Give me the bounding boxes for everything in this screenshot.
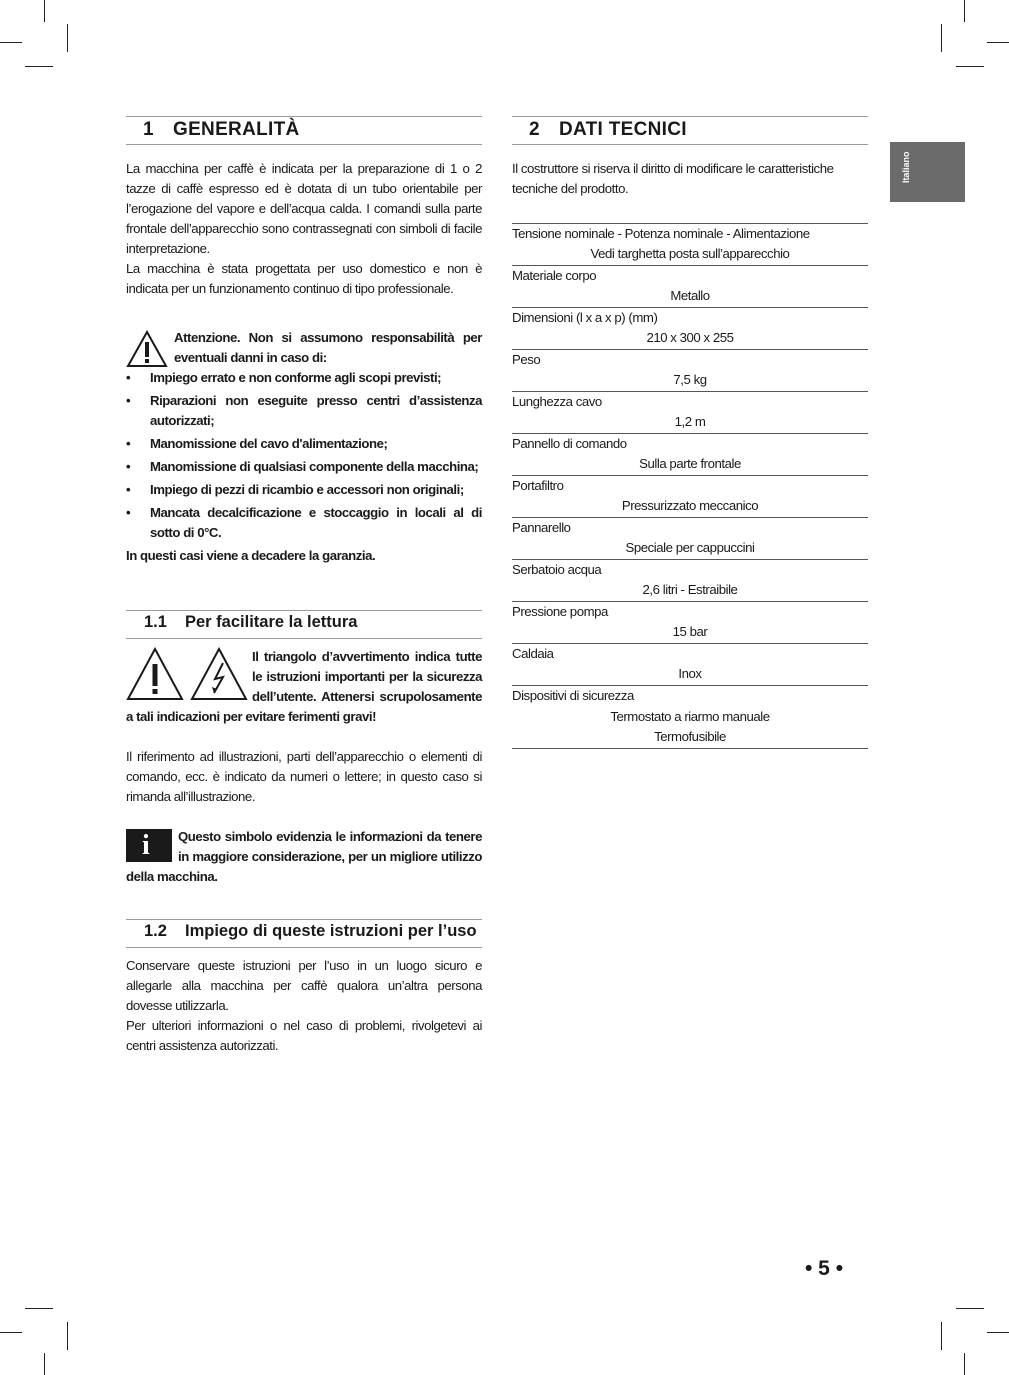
left-column bbox=[126, 116, 482, 1056]
list-item: • Mancata decalcificazione e stoccaggio in locali al di sotto di 0°C. bbox=[126, 503, 482, 543]
triangle-note-text: Il triangolo d’avvertimento indica tutte le istruzioni importanti per la sicurezza dell’utente. Attenersi scrupolosamente a tali indicazioni per evitare ferimenti gravi! bbox=[126, 649, 482, 724]
warning-triangle-icon bbox=[126, 330, 168, 368]
table-row bbox=[512, 349, 868, 391]
list-item: • Riparazioni non eseguite presso centri d’assistenza autorizzati; bbox=[126, 391, 482, 431]
list-item: • Manomissione del cavo d'alimentazione; bbox=[126, 434, 482, 454]
triangle-note bbox=[126, 647, 482, 727]
info-note bbox=[126, 827, 482, 887]
table-row bbox=[512, 643, 868, 685]
table-row bbox=[512, 307, 868, 349]
spec-value: Termostato a riarmo manuale bbox=[610, 709, 770, 724]
spec-label: Dispositivi di sicurezza bbox=[512, 688, 634, 703]
section-number: 1.1 bbox=[144, 613, 167, 631]
section-1-heading bbox=[126, 116, 482, 145]
table-row bbox=[512, 391, 868, 433]
spec-value: 210 x 300 x 255 bbox=[646, 330, 734, 345]
section-title: DATI TECNICI bbox=[559, 119, 687, 140]
table-row bbox=[512, 433, 868, 475]
spec-label: Pannello di comando bbox=[512, 436, 627, 451]
section-number: 1 bbox=[143, 119, 154, 140]
page-number: • 5 • bbox=[805, 1257, 844, 1280]
language-label: Italiano bbox=[901, 151, 911, 183]
section-title: Per facilitare la lettura bbox=[185, 613, 358, 631]
table-row bbox=[512, 685, 868, 749]
right-column bbox=[512, 116, 868, 749]
spec-label: Pannarello bbox=[512, 520, 571, 535]
spec-label: Pressione pompa bbox=[512, 604, 608, 619]
electric-hazard-icon bbox=[190, 647, 248, 701]
section-title: GENERALITÀ bbox=[173, 119, 300, 140]
spec-label: Portafiltro bbox=[512, 478, 564, 493]
list-item: • Manomissione di qualsiasi componente della macchina; bbox=[126, 457, 482, 477]
section-title: Impiego di queste istruzioni per l’uso bbox=[185, 922, 477, 940]
warning-footer: In questi casi viene a decadere la garanzia. bbox=[126, 548, 376, 563]
list-item: • Impiego di pezzi di ricambio e accessori non originali; bbox=[126, 480, 482, 500]
spec-label: Serbatoio acqua bbox=[512, 562, 602, 577]
spec-value: 1,2 m bbox=[674, 414, 706, 429]
info-note-text: Questo simbolo evidenzia le informazioni da tenere in maggiore considerazione, per un migliore utilizzo della macchina. bbox=[126, 829, 482, 884]
spec-label: Lunghezza cavo bbox=[512, 394, 602, 409]
usage-paragraph: Conservare queste istruzioni per l’uso in un luogo sicuro e allegarle alla macchina per caffè qualora un’altra persona dovesse utilizzarla. bbox=[126, 958, 482, 1013]
warning-block bbox=[126, 328, 482, 566]
table-row bbox=[512, 601, 868, 643]
specs-intro: Il costruttore si riserva il diritto di modificare le caratteristiche tecniche del prodotto. bbox=[512, 161, 834, 196]
spec-value: Metallo bbox=[670, 288, 710, 303]
spec-label: Caldaia bbox=[512, 646, 554, 661]
section-number: 1.2 bbox=[144, 922, 167, 940]
table-row bbox=[512, 223, 868, 265]
table-row bbox=[512, 265, 868, 307]
spec-value: Sulla parte frontale bbox=[639, 456, 741, 471]
reference-paragraph: Il riferimento ad illustrazioni, parti dell’apparecchio o elementi di comando, ecc. è indicato da numeri o lettere; in questo caso si rimanda all’illustrazione. bbox=[126, 749, 482, 804]
table-row bbox=[512, 517, 868, 559]
spec-value: 7,5 kg bbox=[673, 372, 707, 387]
intro-paragraph: La macchina per caffè è indicata per la preparazione di 1 o 2 tazze di caffè espresso ed è dotata di un tubo orientabile per l’erogazione del vapore e dell’acqua calda. I comandi sulla parte frontale dell’apparecchio sono contrassegnati con simboli di facile interpretazione. bbox=[126, 161, 482, 256]
warning-title: Attenzione. Non si assumono responsabilità per eventuali danni in caso di: bbox=[174, 330, 482, 365]
spec-value: Termofusibile bbox=[654, 729, 726, 744]
spec-value: Vedi targhetta posta sull’apparecchio bbox=[590, 246, 790, 261]
intro-paragraph-2: La macchina è stata progettata per uso domestico e non è indicata per un funzionamento continuo di tipo professionale. bbox=[126, 261, 482, 296]
specs-table bbox=[512, 223, 868, 749]
spec-value: Speciale per cappuccini bbox=[625, 540, 755, 555]
spec-label: Tensione nominale - Potenza nominale - Alimentazione bbox=[512, 226, 810, 241]
list-item: • Impiego errato e non conforme agli scopi previsti; bbox=[126, 368, 482, 388]
usage-paragraph-2: Per ulteriori informazioni o nel caso di problemi, rivolgetevi ai centri assistenza autorizzati. bbox=[126, 1018, 482, 1053]
table-row bbox=[512, 559, 868, 601]
section-1-2-heading bbox=[126, 919, 482, 948]
table-row bbox=[512, 475, 868, 517]
section-1-1-heading bbox=[126, 610, 482, 639]
spec-value: 2,6 litri - Estraibile bbox=[642, 582, 738, 597]
spec-label: Materiale corpo bbox=[512, 268, 597, 283]
spec-value: Pressurizzato meccanico bbox=[621, 498, 759, 513]
info-icon: i bbox=[126, 829, 172, 862]
section-number: 2 bbox=[529, 119, 540, 140]
spec-value: Inox bbox=[678, 666, 702, 681]
warning-triangle-icon bbox=[126, 647, 184, 701]
spec-label: Dimensioni (l x a x p) (mm) bbox=[512, 310, 658, 325]
language-tab bbox=[890, 142, 965, 202]
warning-list bbox=[126, 368, 482, 543]
spec-value: 15 bar bbox=[672, 624, 708, 639]
spec-label: Peso bbox=[512, 352, 541, 367]
section-2-heading bbox=[512, 116, 868, 145]
